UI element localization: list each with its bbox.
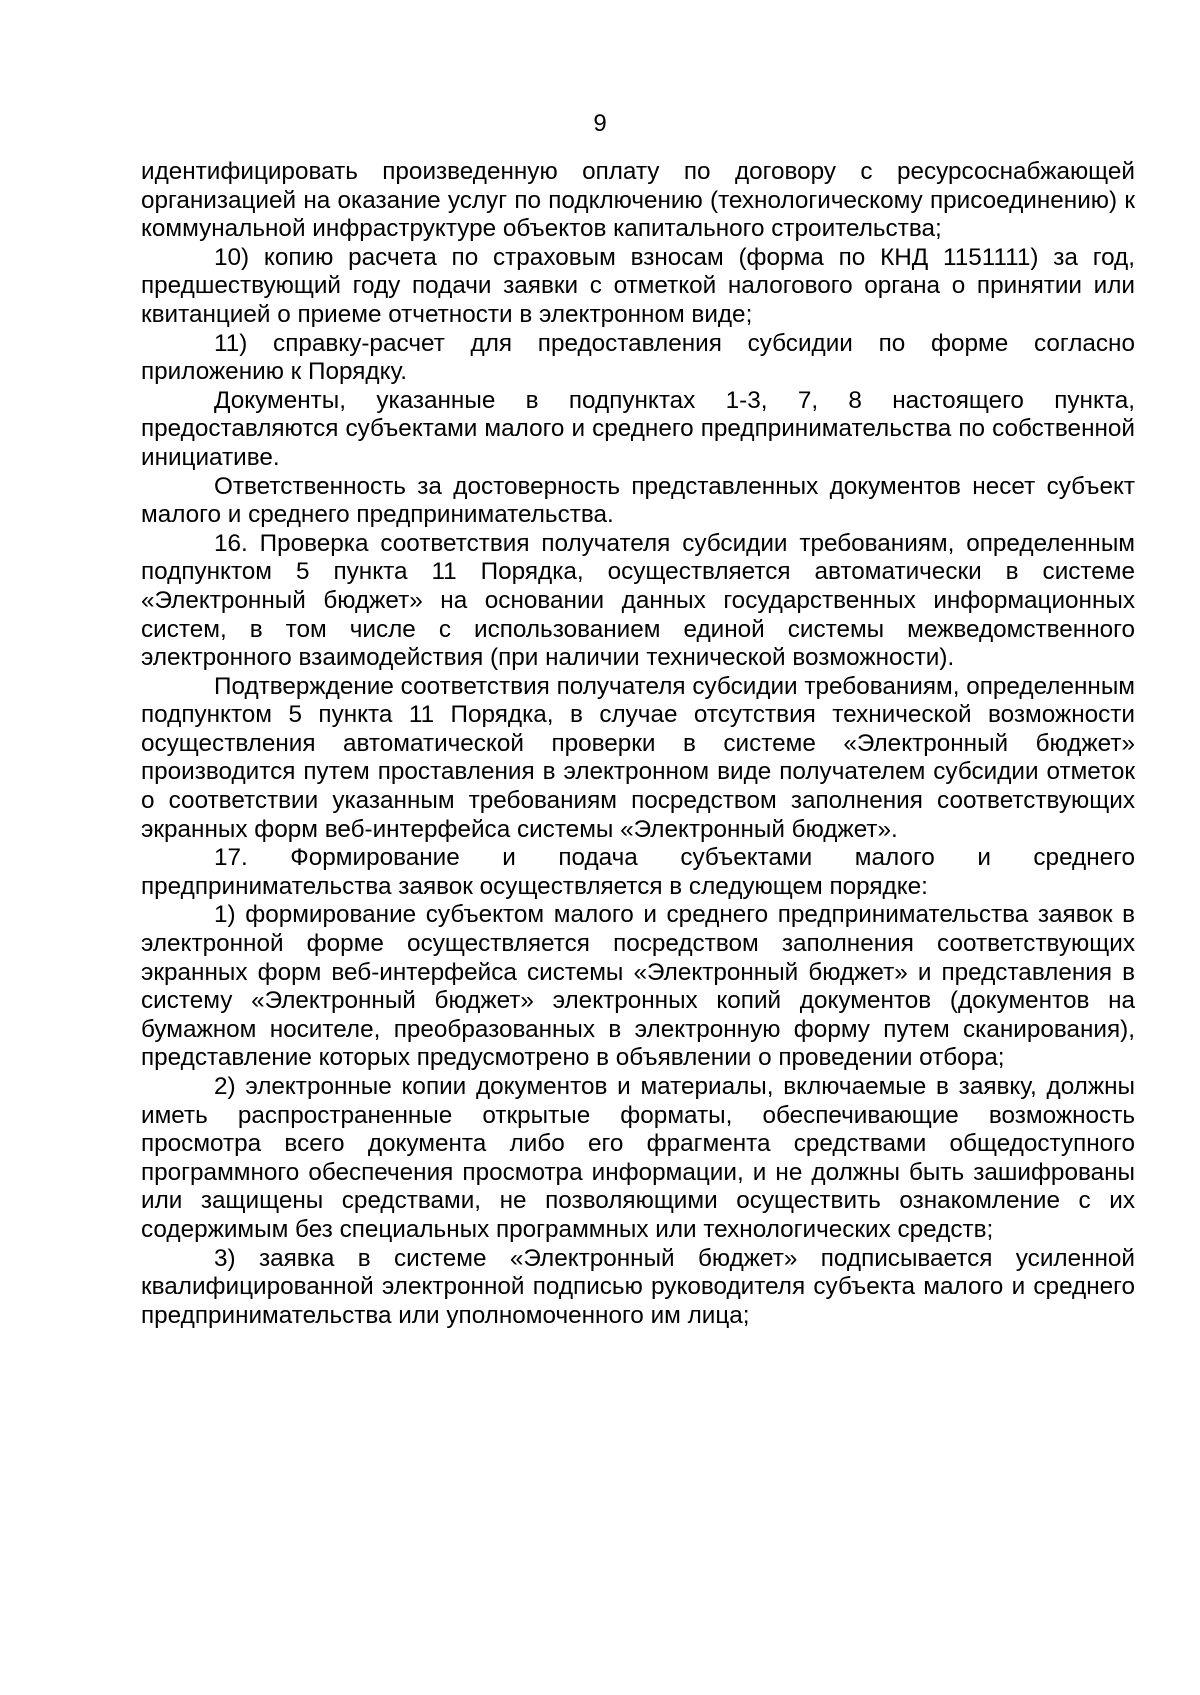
document-body [141,158,1135,1330]
paragraph-confirmation: Подтверждение соответствия получателя субсидии требованиям, определенным подпунктом 5 пункта 11 Порядка, в случае отсутствия технической возможности осуществления автоматической проверки в системе «Электронный бюджет» производится путем проставления в электронном виде получателем субсидии отметок о соответствии указанным требованиям посредством заполнения соответствующих экранных форм веб-интерфейса системы «Электронный бюджет». [141,672,1135,843]
paragraph-section-17: 17. Формирование и подача субъектами малого и среднего предпринимательства заявок осуществляется в следующем порядке: [141,844,1135,900]
paragraph-responsibility: Ответственность за достоверность представленных документов несет субъект малого и среднего предпринимательства. [141,472,1135,529]
paragraph-item-10: 10) копию расчета по страховым взносам (форма по КНД 1151111) за год, предшествующий году подачи заявки с отметкой налогового органа о принятии или квитанцией о приеме отчетности в электронном виде; [141,243,1135,328]
paragraph-documents-initiative: Документы, указанные в подпунктах 1-3, 7, 8 настоящего пункта, предоставляются субъектами малого и среднего предпринимательства по собственной инициативе. [141,386,1135,471]
paragraph-section-16: 16. Проверка соответствия получателя субсидии требованиям, определенным подпунктом 5 пункта 11 Порядка, осуществляется автоматически в системе «Электронный бюджет» на основании данных государственных информационных систем, в том числе с использованием единой системы межведомственного электронного взаимодействия (при наличии технической возможности). [141,529,1135,672]
paragraph-item-1: 1) формирование субъектом малого и среднего предпринимательства заявок в электронной форме осуществляется посредством заполнения соответствующих экранных форм веб-интерфейса системы «Электронный бюджет» и представления в систему «Электронный бюджет» электронных копий документов (документов на бумажном носителе, преобразованных в электронную форму путем сканирования), представление которых предусмотрено в объявлении о проведении отбора; [141,901,1135,1072]
paragraph-item-11: 11) справку-расчет для предоставления субсидии по форме согласно приложению к Порядку. [141,329,1135,386]
paragraph-item-2: 2) электронные копии документов и материалы, включаемые в заявку, должны иметь распространенные открытые форматы, обеспечивающие возможность просмотра всего документа либо его фрагмента средствами общедоступного программного обеспечения просмотра информации, и не должны быть зашифрованы или защищены средствами, не позволяющими осуществить ознакомление с их содержимым без специальных программных или технологических средств; [141,1073,1135,1243]
paragraph-item-3: 3) заявка в системе «Электронный бюджет» подписывается усиленной квалифицированной электронной подписью руководителя субъекта малого и среднего предпринимательства или уполномоченного им лица; [141,1244,1135,1329]
paragraph-continuation: идентифицировать произведенную оплату по договору с ресурсоснабжающей организацией на оказание услуг по подключению (технологическому присоединению) к коммунальной инфраструктуре объектов капитального строительства; [141,158,1135,243]
page-number: 9 [593,110,607,137]
